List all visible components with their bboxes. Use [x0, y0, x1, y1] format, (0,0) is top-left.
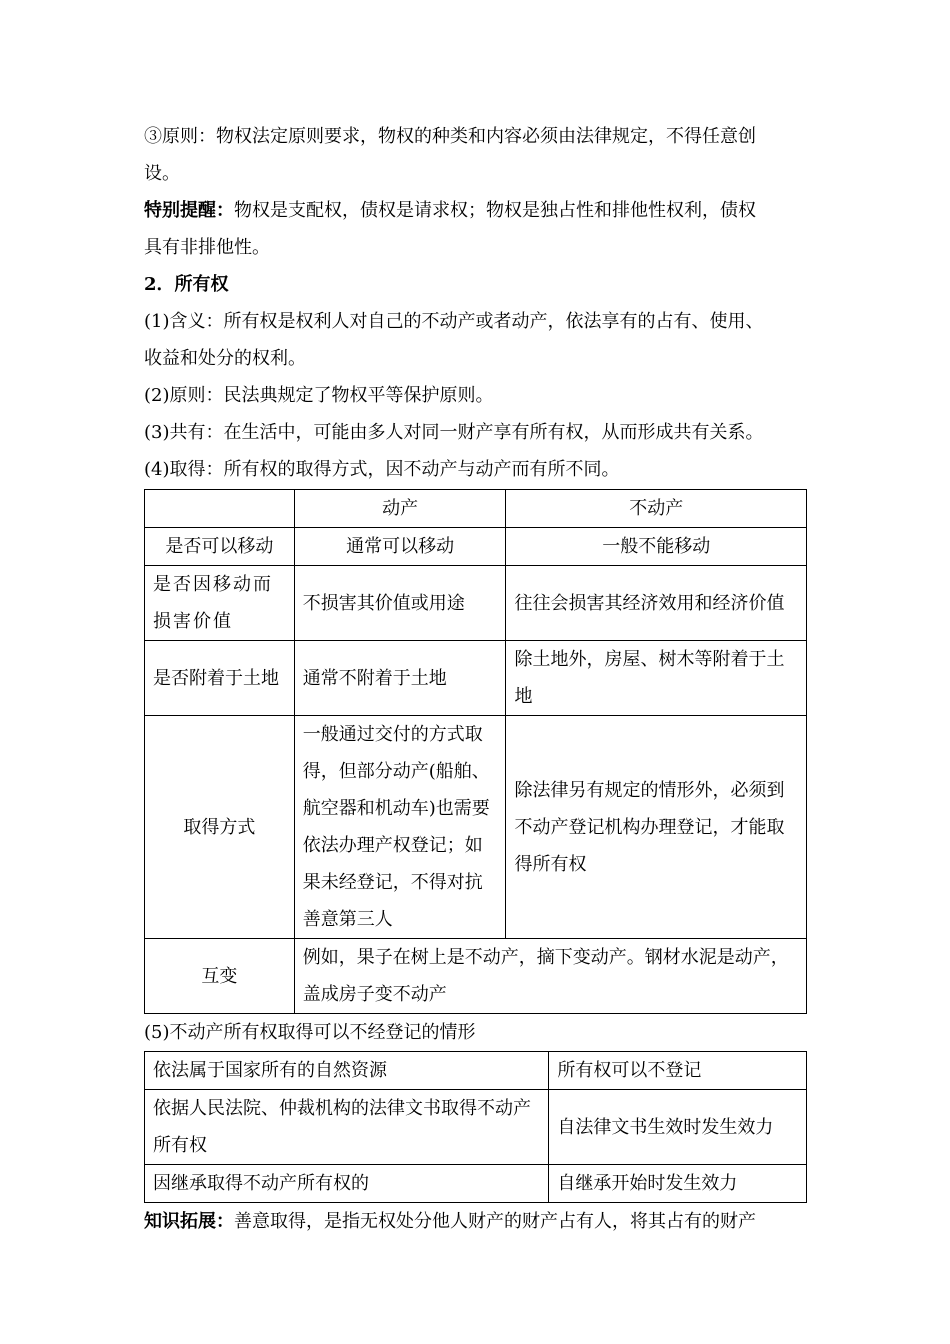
- item-3: (3)共有：在生活中，可能由多人对同一财产享有所有权，从而形成共有关系。: [144, 422, 764, 443]
- table-cell: 通常可以移动: [294, 528, 506, 566]
- table-header-cell: 不动产: [506, 490, 807, 528]
- property-comparison-table: [144, 489, 807, 1014]
- principle-line-2: 设。: [144, 163, 180, 184]
- table-cell: 依法属于国家所有的自然资源: [145, 1052, 549, 1090]
- principle-line-1: ③原则：物权法定原则要求，物权的种类和内容必须由法律规定，不得任意创: [144, 126, 756, 147]
- table-row: [145, 1165, 807, 1203]
- knowledge-extension-text: 善意取得，是指无权处分他人财产的财产占有人，将其占有的财产: [234, 1211, 756, 1232]
- knowledge-extension-label: 知识拓展：: [144, 1211, 234, 1232]
- section-heading-ownership: 2．所有权: [144, 274, 229, 295]
- table-row: [145, 528, 807, 566]
- table-cell: 除法律另有规定的情形外，必须到不动产登记机构办理登记，才能取得所有权: [506, 716, 807, 939]
- item-2: (2)原则：民法典规定了物权平等保护原则。: [144, 385, 494, 406]
- table-cell: 因继承取得不动产所有权的: [145, 1165, 549, 1203]
- table-row: [145, 641, 807, 716]
- table-cell: 通常不附着于土地: [294, 641, 506, 716]
- special-reminder-line-2: 具有非排他性。: [144, 237, 270, 258]
- table-cell: 自继承开始时发生效力: [549, 1165, 807, 1203]
- table-cell: 取得方式: [145, 716, 295, 939]
- table-row: [145, 566, 807, 641]
- item-1-line-1: (1)含义：所有权是权利人对自己的不动产或者动产，依法享有的占有、使用、: [144, 311, 764, 332]
- table-header-cell: 动产: [294, 490, 506, 528]
- registration-exemption-table: [144, 1051, 807, 1203]
- special-reminder-line-1: [144, 192, 807, 229]
- table-cell: 一般不能移动: [506, 528, 807, 566]
- item-4: (4)取得：所有权的取得方式，因不动产与动产而有所不同。: [144, 459, 620, 480]
- knowledge-extension-line: [144, 1203, 807, 1240]
- table-cell: 是否因移动而损害价值: [145, 566, 295, 641]
- table-cell: 所有权可以不登记: [549, 1052, 807, 1090]
- table-cell: 例如，果子在树上是不动产，摘下变动产。钢材水泥是动产，盖成房子变不动产: [294, 939, 806, 1014]
- table-row: [145, 1052, 807, 1090]
- special-reminder-text: 物权是支配权，债权是请求权；物权是独占性和排他性权利，债权: [234, 200, 756, 221]
- item-1-line-2: 收益和处分的权利。: [144, 348, 306, 369]
- table-row: [145, 939, 807, 1014]
- table-cell: 不损害其价值或用途: [294, 566, 506, 641]
- table-row: [145, 1090, 807, 1165]
- table-cell: 是否可以移动: [145, 528, 295, 566]
- document-page: [144, 118, 807, 1240]
- table-cell: 依据人民法院、仲裁机构的法律文书取得不动产所有权: [145, 1090, 549, 1165]
- table-cell: 往往会损害其经济效用和经济价值: [506, 566, 807, 641]
- table-cell: 是否附着于土地: [145, 641, 295, 716]
- special-reminder-label: 特别提醒：: [144, 200, 234, 221]
- table-cell: 互变: [145, 939, 295, 1014]
- table-cell: 自法律文书生效时发生效力: [549, 1090, 807, 1165]
- table-row: [145, 490, 807, 528]
- table-row: [145, 716, 807, 939]
- table-cell: 一般通过交付的方式取得，但部分动产(船舶、航空器和机动车)也需要依法办理产权登记；如果未经登记，不得对抗善意第三人: [294, 716, 506, 939]
- table-cell: [145, 490, 295, 528]
- table-cell: 除土地外，房屋、树木等附着于土地: [506, 641, 807, 716]
- item-5: (5)不动产所有权取得可以不经登记的情形: [144, 1022, 476, 1043]
